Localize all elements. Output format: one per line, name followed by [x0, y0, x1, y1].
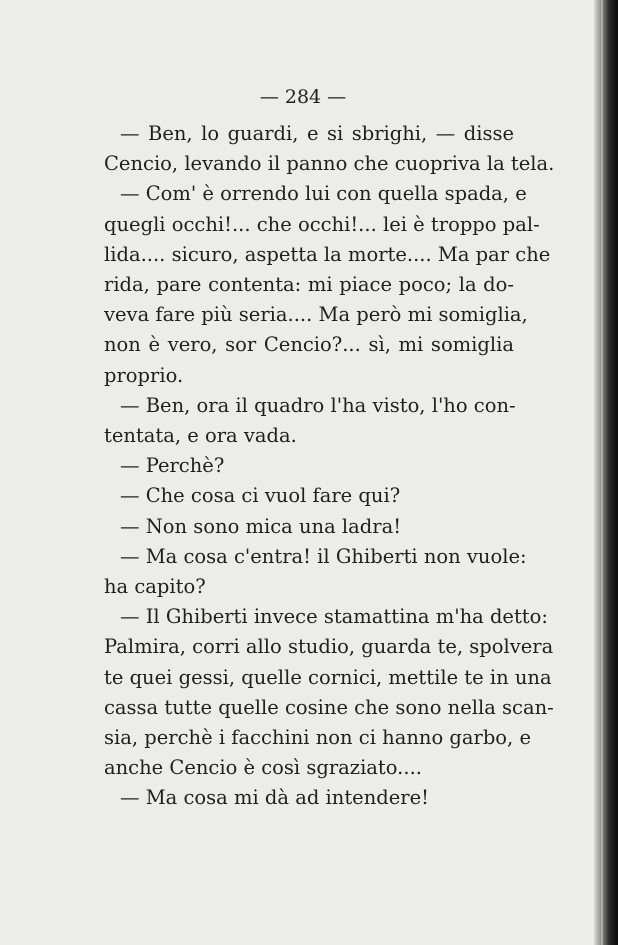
text-line: cassa tutte quelle cosine che sono nella scan- — [104, 695, 554, 719]
text-line: — Perchè? — [120, 454, 225, 478]
page-text — [104, 119, 555, 814]
text-line: ha capito? — [104, 575, 206, 599]
text-line: veva fare più seria.... Ma però mi somiglia, — [104, 303, 528, 327]
text-line: non è vero, sor Cencio?... sì, mi somiglia — [104, 333, 514, 357]
text-line: Palmira, corri allo studio, guarda te, spolvera — [104, 635, 554, 659]
text-line: proprio. — [104, 363, 184, 387]
page-number: — 284 — — [259, 86, 347, 108]
page-edge-line — [601, 0, 603, 945]
text-line: — Ben, lo guardi, e si sbrighi, — disse — [120, 122, 514, 145]
text-line: Cencio, levando il panno che cuopriva la tela. — [104, 152, 555, 176]
text-line: — Non sono mica una ladra! — [120, 514, 402, 538]
text-line: tentata, e ora vada. — [104, 424, 297, 448]
text-line: — Ma cosa c'entra! il Ghiberti non vuole: — [120, 544, 527, 568]
text-line: — Ma cosa mi dà ad intendere! — [120, 786, 429, 810]
text-line: rida, pare contenta: mi piace poco; la do- — [104, 273, 514, 297]
text-line: — Che cosa ci vuol fare qui? — [120, 484, 401, 508]
text-line: anche Cencio è così sgraziato.... — [104, 756, 422, 780]
text-line: — Com' è orrendo lui con quella spada, e — [120, 182, 527, 206]
text-line: te quei gessi, quelle cornici, mettile te in una — [104, 665, 552, 689]
text-line: — Ben, ora il quadro l'ha visto, l'ho con- — [120, 393, 516, 417]
text-line: quegli occhi!... che occhi!... lei è troppo pal- — [104, 212, 540, 236]
text-line: lida.... sicuro, aspetta la morte.... Ma par che — [104, 242, 551, 266]
text-line: — Il Ghiberti invece stamattina m'ha detto: — [120, 605, 548, 629]
book-spine-shadow — [594, 0, 618, 945]
text-line: sia, perchè i facchini non ci hanno garbo, e — [104, 726, 531, 750]
